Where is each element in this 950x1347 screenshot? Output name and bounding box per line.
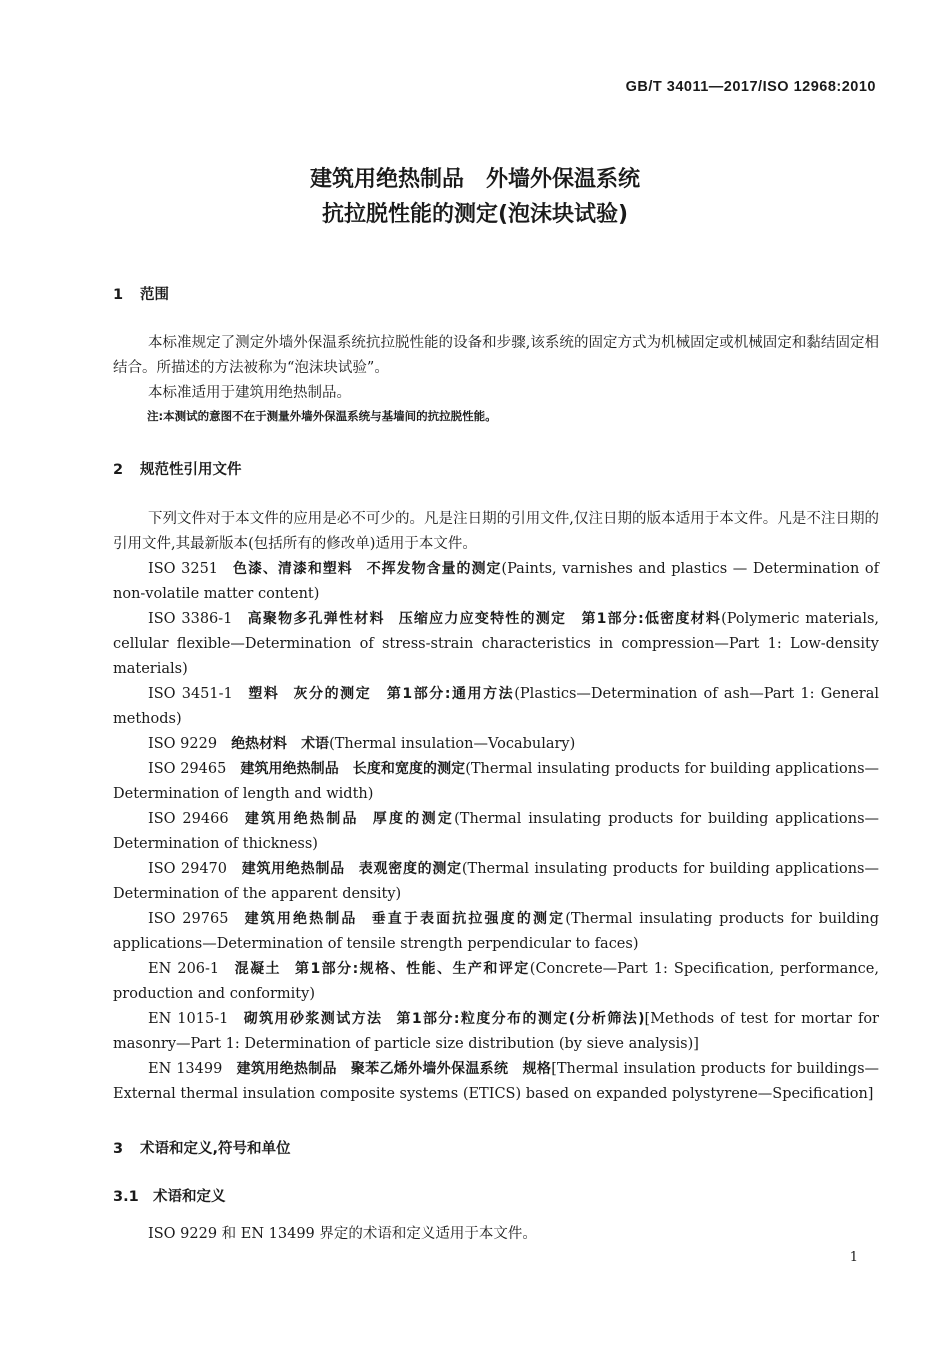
reference-item: ISO 29466 建筑用绝热制品 厚度的测定(Thermal insulating products for building applications—Determination of thickness): [113, 811, 880, 852]
standard-code: GB/T 34011—2017/ISO 12968:2010: [625, 79, 876, 95]
section-number: 3.1: [113, 1189, 139, 1205]
scope-paragraph-1: 本标准规定了测定外墙外保温系统抗拉脱性能的设备和步骤,该系统的固定方式为机械固定或机械固定和黏结固定相结合。所描述的方法被称为“泡沫块试验”。: [113, 335, 879, 376]
section-title: 规范性引用文件: [140, 462, 242, 478]
scope-note: 注:本测试的意图不在于测量外墙外保温系统与基墙间的抗拉脱性能。: [147, 409, 497, 423]
document-title: [0, 162, 950, 232]
reference-item: ISO 3386-1 高聚物多孔弹性材料 压缩应力应变特性的测定 第1部分:低密度材料(Polymeric materials, cellular flexible—Determination of stress-strain characteristics in compression—Part 1: Low-density materials): [113, 611, 880, 677]
reference-item: EN 13499 建筑用绝热制品 聚苯乙烯外墙外保温系统 规格[Thermal insulation products for buildings—External thermal insulation composite systems (ETICS) based on expanded polystyrene—Specification]: [113, 1061, 880, 1102]
section-title: 范围: [140, 287, 169, 303]
title-line-2: 抗拉脱性能的测定(泡沫块试验): [321, 202, 629, 227]
section-number: 3: [113, 1141, 124, 1157]
reference-item: EN 206-1 混凝土 第1部分:规格、性能、生产和评定(Concrete—Part 1: Specification, performance, production and conformity): [113, 961, 879, 1002]
section-2-heading: [113, 458, 242, 479]
page-number: 1: [849, 1250, 858, 1265]
reference-item: ISO 3451-1 塑料 灰分的测定 第1部分:通用方法(Plastics—Determination of ash—Part 1: General methods): [113, 686, 880, 727]
section-3-1-heading: [113, 1185, 226, 1206]
terms-paragraph: ISO 9229 和 EN 13499 界定的术语和定义适用于本文件。: [148, 1226, 537, 1242]
reference-item: ISO 29470 建筑用绝热制品 表观密度的测定(Thermal insulating products for building applications—Determination of the apparent density): [113, 861, 879, 902]
normative-intro: 下列文件对于本文件的应用是必不可少的。凡是注日期的引用文件,仅注日期的版本适用于本文件。凡是不注日期的引用文件,其最新版本(包括所有的修改单)适用于本文件。: [113, 511, 879, 552]
section-number: 1: [113, 287, 124, 303]
reference-item: ISO 3251 色漆、清漆和塑料 不挥发物含量的测定(Paints, varnishes and plastics — Determination of non-volatile matter content): [113, 561, 879, 602]
section-title: 术语和定义,符号和单位: [140, 1141, 291, 1157]
reference-item: EN 1015-1 砌筑用砂浆测试方法 第1部分:粒度分布的测定(分析筛法)[Methods of test for mortar for masonry—Part 1: Determination of particle size distribution (by sieve analysis)]: [113, 1011, 879, 1052]
section-1-heading: [113, 283, 169, 304]
title-line-1: 建筑用绝热制品 外墙外保温系统: [309, 167, 640, 192]
scope-paragraph-2: 本标准适用于建筑用绝热制品。: [148, 385, 351, 401]
section-number: 2: [113, 462, 124, 478]
reference-item: ISO 29465 建筑用绝热制品 长度和宽度的测定(Thermal insulating products for building applications—Determination of length and width): [113, 761, 880, 802]
reference-item: ISO 9229 绝热材料 术语(Thermal insulation—Vocabulary): [148, 736, 576, 752]
reference-item: ISO 29765 建筑用绝热制品 垂直于表面抗拉强度的测定(Thermal insulating products for building applications—Determination of tensile strength perpendicular to faces): [113, 911, 879, 952]
section-3-heading: [113, 1137, 291, 1158]
section-title: 术语和定义: [153, 1189, 226, 1205]
